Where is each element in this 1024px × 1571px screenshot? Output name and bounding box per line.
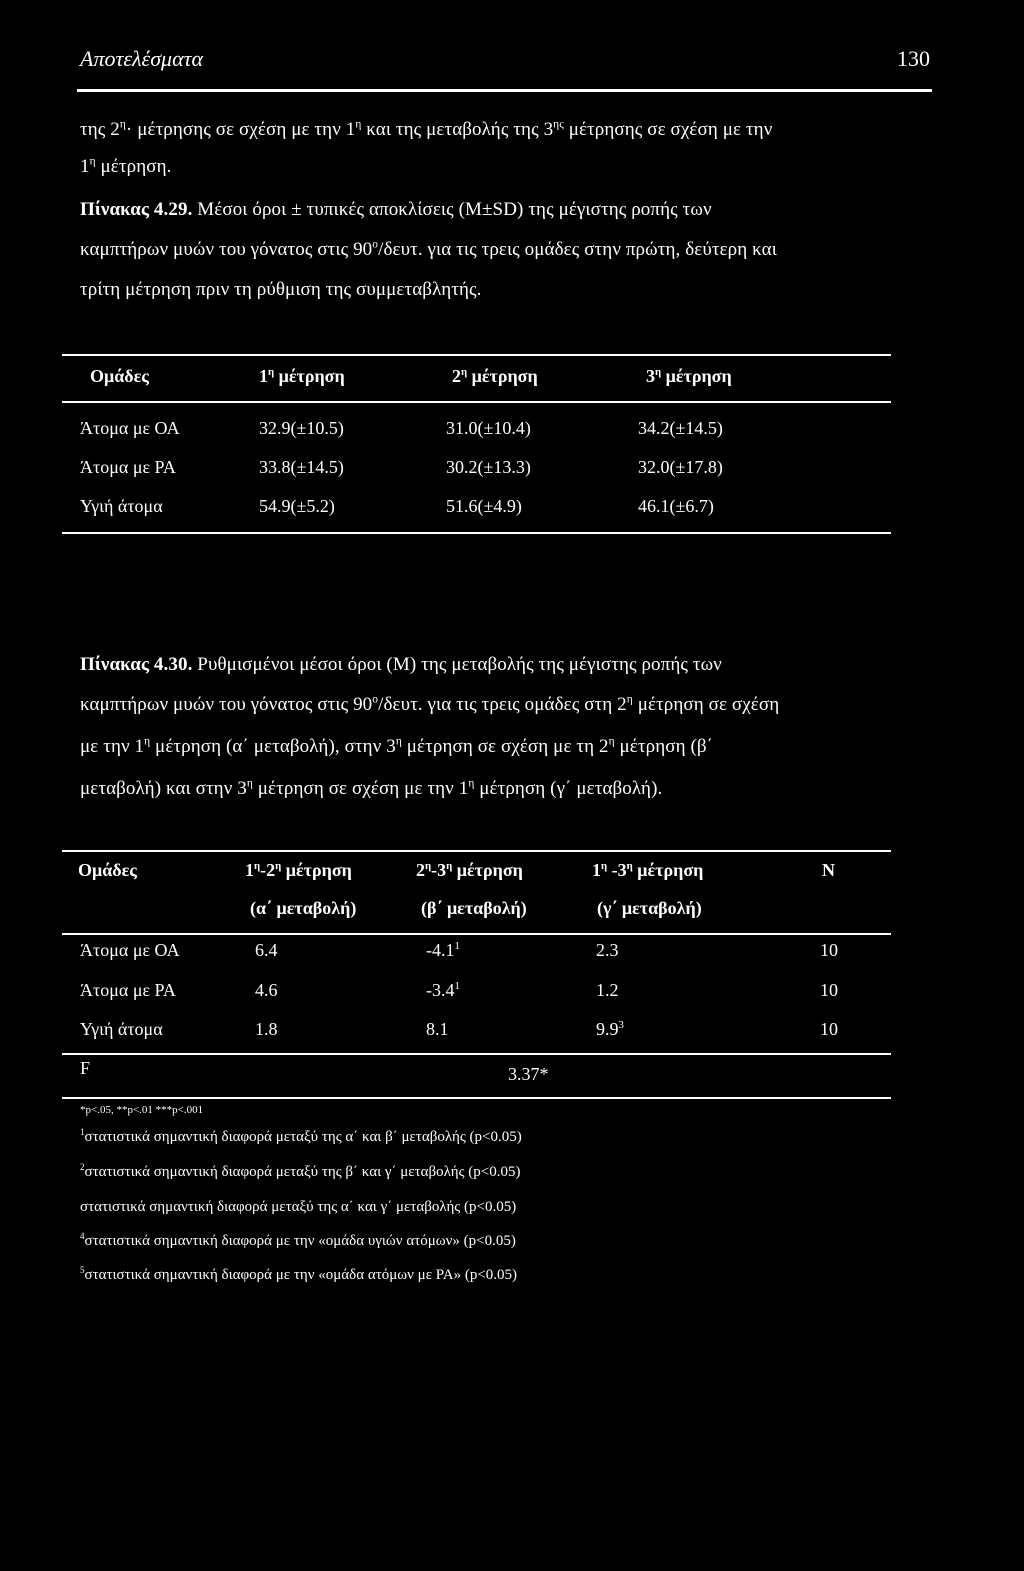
table1-cell-group: Άτομα με ΡΑ: [80, 457, 176, 477]
table1-header-rule: [62, 401, 891, 403]
table1-cell-m1: 54.9(±5.2): [259, 496, 335, 516]
table2-cell-group: Άτομα με ΟΑ: [80, 940, 180, 960]
table1-header-m1: $1^\eta$ μέτρηση: [259, 366, 345, 386]
table2-top-rule: [62, 850, 891, 852]
table2-cell-n: 10: [820, 980, 838, 1000]
table2-caption-line-1: Πίνακας 4.30. Ρυθμισμένοι μέσοι όροι (Μ) της μεταβολής της μέγιστης ροπής των: [80, 654, 722, 675]
table2-header-n: N: [822, 860, 835, 880]
table2-cell-group: Άτομα με ΡΑ: [80, 980, 176, 1000]
intro-line-2: $1^\eta$ μέτρηση.: [80, 155, 172, 177]
table1-cell-m2: 31.0(±10.4): [446, 418, 531, 438]
table1-caption-line-2: καμπτήρων μυών του γόνατος στις $90^o$/δευτ. για τις τρεις ομάδες στην πρώτη, δεύτερη και: [80, 238, 777, 260]
footnote-4: $^4$στατιστικά σημαντική διαφορά με την «ομάδα υγιών ατόμων» (p<0.05): [80, 1231, 516, 1249]
table2-cell-n: 10: [820, 1019, 838, 1039]
table2-header-c3-sub: (γ΄ μεταβολή): [597, 898, 702, 918]
table2-header-c3: $1^\eta$ $-3^\eta$ μέτρηση: [592, 860, 704, 880]
table2-cell-c1: 6.4: [255, 940, 278, 960]
table2-caption-line-4: μεταβολή) και στην $3^\eta$ μέτρηση σε σχέση με την $1^\eta$ μέτρηση (γ΄ μεταβολή).: [80, 777, 663, 799]
table2-cell-c3: 1.2: [596, 980, 619, 1000]
table2-cell-c2: $-3.4^1$: [426, 980, 460, 1000]
table1-header-m3: $3^\eta$ μέτρηση: [646, 366, 732, 386]
table1-cell-group: Υγιή άτομα: [80, 496, 163, 516]
table1-cell-m3: 46.1(±6.7): [638, 496, 714, 516]
table2-cell-c2: 8.1: [426, 1019, 449, 1039]
table2-cell-group: Υγιή άτομα: [80, 1019, 163, 1039]
table1-cell-m3: 34.2(±14.5): [638, 418, 723, 438]
table2-cell-c3: $9.9^3$: [596, 1019, 624, 1039]
table1-cell-group: Άτομα με ΟΑ: [80, 418, 180, 438]
table2-f-value: 3.37*: [508, 1064, 549, 1084]
table1-top-rule: [62, 354, 891, 356]
footnote-5: $^5$στατιστικά σημαντική διαφορά με την «ομάδα ατόμων με ΡΑ» (p<0.05): [80, 1265, 518, 1283]
table2-caption-line-2: καμπτήρων μυών του γόνατος στις $90^o$/δευτ. για τις τρεις ομάδες στη $2^\eta$ μέτρηση σε σχέση: [80, 693, 780, 715]
table1-bottom-rule: [62, 532, 891, 534]
table2-cell-c1: 1.8: [255, 1019, 278, 1039]
page-number: 130: [897, 46, 930, 71]
table1-header-m2: $2^\eta$ μέτρηση: [452, 366, 538, 386]
table2-row-rule: [62, 1053, 891, 1055]
table2-f-label: F: [80, 1058, 91, 1078]
table2-bottom-rule: [62, 1097, 891, 1099]
table1-cell-m2: 30.2(±13.3): [446, 457, 531, 477]
table2-cell-c2: $-4.1^1$: [426, 940, 460, 960]
footnote-3: στατιστικά σημαντική διαφορά μεταξύ της α΄ και γ΄ μεταβολής (p<0.05): [80, 1199, 517, 1215]
intro-line-1: της $2^\eta\cdot \mu έ\tau\rho\eta\sigma\eta\varsigma$ σε σχέση με την $1^\eta$ και της μεταβολής της $3^{\eta\varsigma}$ μέτρησης σε σχέση με την: [80, 118, 773, 140]
table1-caption-line-3: τρίτη μέτρηση πριν τη ρύθμιση της συμμεταβλητής.: [80, 279, 482, 300]
table1-cell-m2: 51.6(±4.9): [446, 496, 522, 516]
table2-cell-c3: 2.3: [596, 940, 619, 960]
table2-header-c2: $2^\eta-3^\eta$ μέτρηση: [416, 860, 523, 880]
table1-caption-line-1: Πίνακας 4.29. Μέσοι όροι ± τυπικές αποκλίσεις (M±SD) της μέγιστης ροπής των: [80, 199, 712, 220]
table2-header-c1-sub: (α΄ μεταβολή): [250, 898, 357, 918]
table2-cell-n: 10: [820, 940, 838, 960]
table2-header-c2-sub: (β΄ μεταβολή): [421, 898, 527, 918]
footnote-2: $^2$στατιστικά σημαντική διαφορά μεταξύ της β΄ και γ΄ μεταβολής (p<0.05): [80, 1162, 521, 1180]
table1-cell-m1: 32.9(±10.5): [259, 418, 344, 438]
header-rule: [77, 89, 932, 92]
footnote-1: $^1$στατιστικά σημαντική διαφορά μεταξύ της α΄ και β΄ μεταβολής (p<0.05): [80, 1127, 522, 1145]
table1-header-groups: Ομάδες: [90, 366, 149, 386]
table1-cell-m1: 33.8(±14.5): [259, 457, 344, 477]
significance-note: *p<.05, **p<.01 ***p<.001: [80, 1104, 204, 1116]
table2-caption-line-3: με την $1^\eta$ μέτρηση (α΄ μεταβολή), στην $3^\eta$ μέτρηση σε σχέση με τη $2^\eta$ μέτρηση (β΄: [80, 735, 714, 757]
table2-header-c1: $1^\eta-2^\eta$ μέτρηση: [245, 860, 352, 880]
table2-cell-c1: 4.6: [255, 980, 278, 1000]
table2-header-rule: [62, 933, 891, 935]
running-header-title: Αποτελέσματα: [80, 46, 204, 71]
table1-cell-m3: 32.0(±17.8): [638, 457, 723, 477]
table2-header-groups: Ομάδες: [78, 860, 137, 880]
